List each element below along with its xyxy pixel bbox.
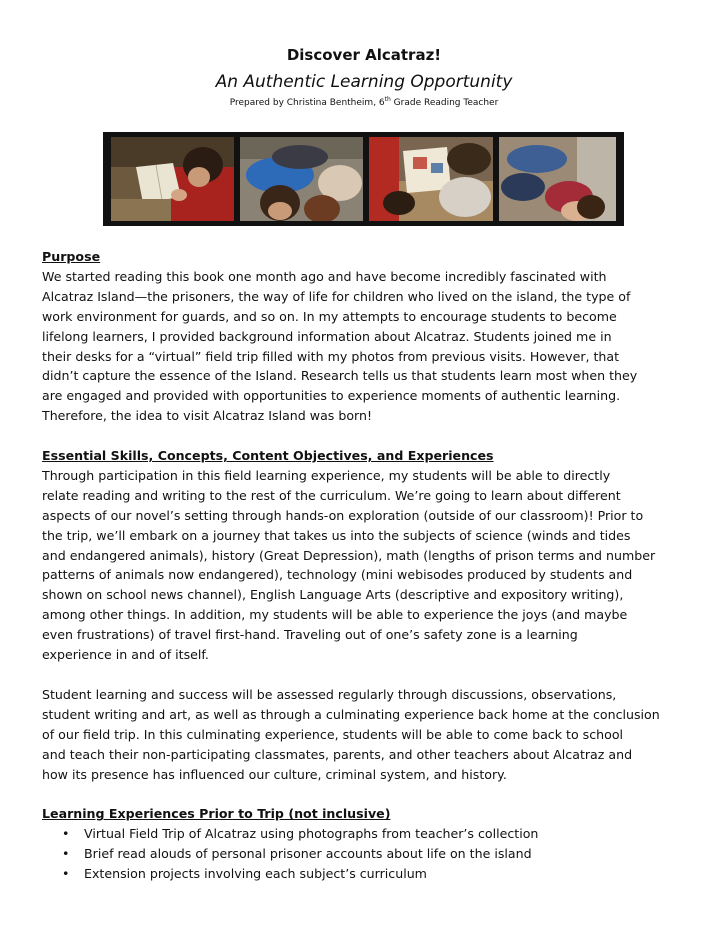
text-line: patterns of animals now endangered), technology (mini webisodes produced by students and [42,567,633,583]
byline-prefix: Prepared by Christina Bentheim, 6 [229,98,385,108]
assessment-paragraph [42,685,692,785]
text-line: even frustrations) of travel first-hand. Traveling out of one’s safety zone is a learning [42,627,578,643]
text-line: among other things. In addition, my students will be able to experience the joys (and maybe [42,607,628,623]
text-line: student writing and art, as well as through a culminating experience back home at the conclusion [42,706,660,722]
text-line: Therefore, the idea to visit Alcatraz Island was born! [42,408,373,424]
text-line: lifelong learners, I provided background information about Alcatraz. Students joined me in [42,328,612,344]
text-line: of our field trip. In this culminating experience, students will be able to come back to school [42,726,624,742]
text-line: Student learning and success will be assessed regularly through discussions, observations, [42,686,617,702]
skills-paragraph [42,466,692,665]
prior-bullet-list [42,824,692,884]
document-subtitle: An Authentic Learning Opportunity [215,72,513,92]
byline-suffix: Grade Reading Teacher [390,98,499,108]
text-line: are engaged and provided with opportunities to experience moments of authentic learning. [42,388,621,404]
text-line: Alcatraz Island—the prisoners, the way of life for children who lived on the island, the type of [42,288,631,304]
text-line: Through participation in this field learning experience, my students will be able to directly [42,467,611,483]
text-line: relate reading and writing to the rest of the curriculum. We’re going to learn about different [42,487,621,503]
text-line: work environment for guards, and so on. In my attempts to encourage students to become [42,308,617,324]
text-line: how its presence has influenced our culture, criminal system, and history. [42,766,507,782]
prior-heading: Learning Experiences Prior to Trip (not inclusive) [42,806,391,822]
bullet-item: • Extension projects involving each subject’s curriculum [42,864,692,884]
byline-superscript: th [384,96,391,103]
byline [0,96,728,108]
text-line: We started reading this book one month ago and have become incredibly fascinated with [42,268,607,284]
photo-strip [103,132,624,226]
skills-heading: Essential Skills, Concepts, Content Objectives, and Experiences [42,448,494,464]
bullet-item: • Brief read alouds of personal prisoner accounts about life on the island [42,844,692,864]
text-line: the trip, we’ll embark on a journey that takes us into the subjects of science (winds and tides [42,527,631,543]
students-on-floor-photo [240,137,363,221]
document-body [42,247,692,884]
text-line: their desks for a “virtual” field trip filled with my photos from previous visits. However, that [42,348,620,364]
student-reading-photo [111,137,234,221]
students-with-book-photo [369,137,493,221]
document-title: Discover Alcatraz! [286,46,442,64]
text-line: aspects of our novel’s setting through hands-on exploration (outside of our classroom)! Prior to [42,507,644,523]
bullet-item: • Virtual Field Trip of Alcatraz using photographs from teacher’s collection [42,824,692,844]
text-line: and endangered animals), history (Great Depression), math (lengths of prison terms and number [42,547,656,563]
text-line: and teach their non-participating classmates, parents, and other teachers about Alcatraz and [42,746,633,762]
purpose-heading: Purpose [42,249,101,264]
text-line: shown on school news channel), English Language Arts (descriptive and expository writing), [42,587,624,603]
purpose-paragraph [42,267,692,426]
students-lying-down-photo [499,137,616,221]
text-line: experience in and of itself. [42,647,209,663]
text-line: didn’t capture the essence of the Island. Research tells us that students learn most when they [42,368,638,384]
